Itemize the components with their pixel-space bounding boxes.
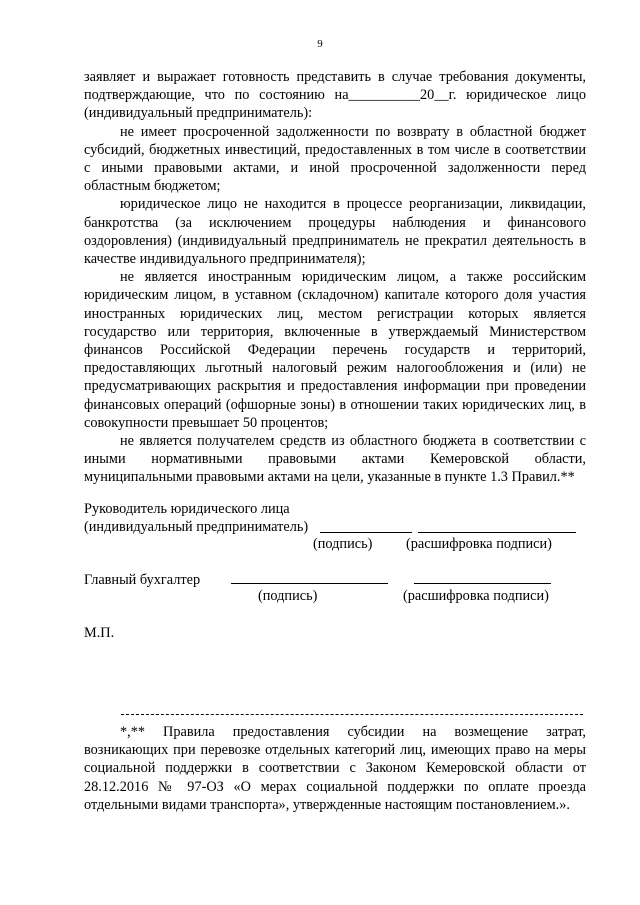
- declaration-body: [84, 68, 586, 487]
- not-foreign-paragraph: не является иностранным юридическим лицом, а также российским юридическим лицом, в уставном (складочном) капитале которого доля участия иностранных юридических лиц, местом регистрации которых является государство или территория, включенные в утверждаемый Министерством финансов Российской Федерации перечень государств и территорий, предоставляющих льготный налоговый режим налогообложения и (или) не предусматривающих раскрытия и предоставления информации при проведении финансовых операций (офшорные зоны) в отношении таких юридических лиц, в совокупности превышает 50 процентов;: [84, 269, 586, 431]
- head-signature-line: [320, 532, 412, 533]
- accountant-decryption-line: [414, 583, 551, 584]
- not-recipient-paragraph: не является получателем средств из областного бюджета в соответствии с иными нормативными правовыми актами Кемеровской области, муниципальными правовыми актами на цели, указанные в пункте 1.3 Правил.**: [84, 433, 586, 486]
- footnote-separator: [121, 714, 583, 715]
- seal-label: М.П.: [84, 625, 115, 641]
- accountant-signature-caption: (подпись): [258, 588, 318, 604]
- no-reorganization-paragraph: юридическое лицо не находится в процессе реорганизации, ликвидации, банкротства (за исключением процедуры наблюдения и финансового оздоровления) (индивидуальный предприниматель не прекратил деятельность в качестве индивидуального предпринимателя);: [84, 196, 586, 268]
- head-decryption-caption: (расшифровка подписи): [406, 536, 552, 552]
- head-signature-caption: (подпись): [313, 536, 373, 552]
- accountant-label: Главный бухгалтер: [84, 572, 201, 588]
- head-decryption-line: [418, 532, 576, 533]
- head-title-line1: Руководитель юридического лица: [84, 501, 290, 517]
- intro-paragraph: заявляет и выражает готовность представить в случае требования документы, подтверждающие, что по состоянию на__________20__г. юридическое лицо (индивидуальный предприниматель):: [84, 69, 586, 122]
- head-title-line2: (индивидуальный предприниматель): [84, 519, 309, 535]
- accountant-signature-line: [231, 583, 388, 584]
- page-number: 9: [317, 38, 323, 50]
- footnote-text: *,** Правила предоставления субсидии на возмещение затрат, возникающих при перевозке отдельных категорий лиц, имеющих право на меры социальной поддержки в соответствии с Законом Кемеровской области от 28.12.2016 № 97-ОЗ «О мерах социальной поддержки по оплате проезда отдельными видами транспорта», утвержденные настоящим постановлением.».: [84, 724, 586, 813]
- accountant-decryption-caption: (расшифровка подписи): [403, 588, 549, 604]
- no-debt-paragraph: не имеет просроченной задолженности по возврату в областной бюджет субсидий, бюджетных инвестиций, предоставленных в том числе в соответствии с иными правовыми актами, и иной просроченной задолженности перед областным бюджетом;: [84, 123, 586, 195]
